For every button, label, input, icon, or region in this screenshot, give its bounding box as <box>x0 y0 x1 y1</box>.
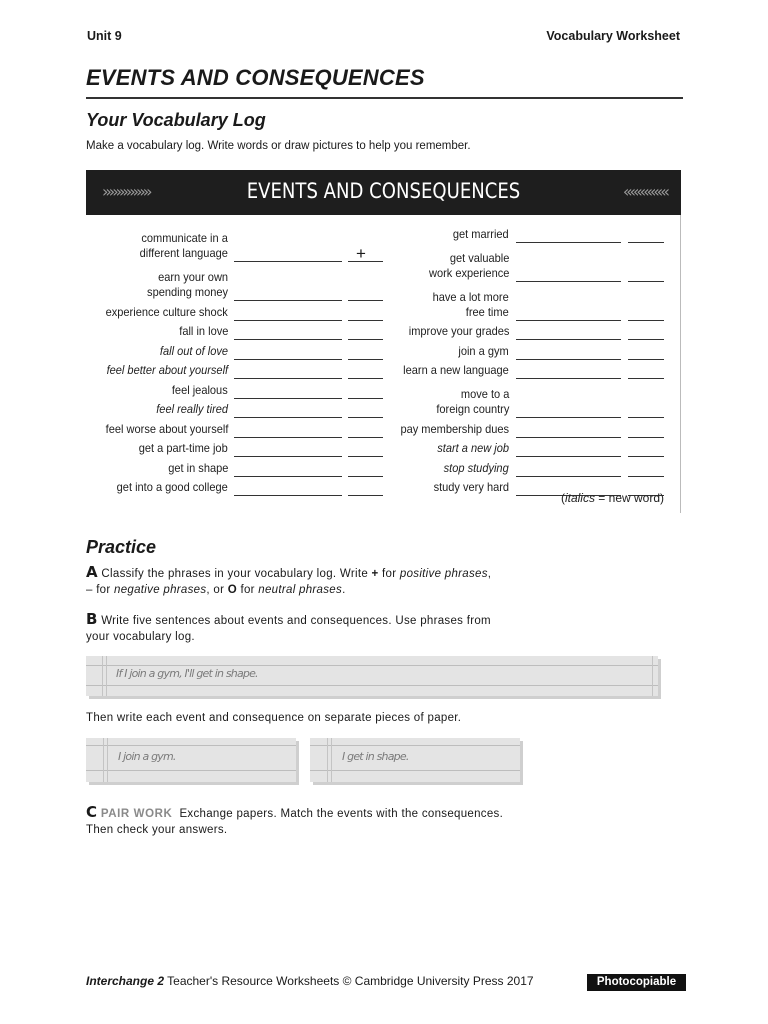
notes-blank[interactable] <box>234 261 342 262</box>
footer-credit: Interchange 2 Teacher's Resource Worksheets © Cambridge University Press 2017 <box>86 974 534 988</box>
log-phrase: fall out of love <box>159 343 228 358</box>
separate-papers-instruction: Then write each event and consequence on separate pieces of paper. <box>86 712 462 724</box>
consequence-card <box>310 738 520 782</box>
worksheet-type: Vocabulary Worksheet <box>546 29 680 43</box>
log-phrase: feel jealous <box>172 382 228 397</box>
notes-blank[interactable] <box>516 320 621 321</box>
rating-blank[interactable] <box>348 320 383 321</box>
unit-label: Unit 9 <box>87 29 122 43</box>
log-phrase: experience culture shock <box>105 304 228 319</box>
photocopiable-badge: Photocopiable <box>587 974 686 991</box>
rating-blank[interactable] <box>628 320 664 321</box>
notes-blank[interactable] <box>234 495 342 496</box>
notes-blank[interactable] <box>234 359 342 360</box>
example-sentence: If I join a gym, I'll get in shape. <box>116 667 258 680</box>
log-phrase: get valuable work experience <box>428 250 509 280</box>
notes-blank[interactable] <box>516 437 621 438</box>
rating-blank[interactable] <box>628 242 664 243</box>
log-row <box>86 420 383 440</box>
rating-blank[interactable] <box>348 437 383 438</box>
section-title: Your Vocabulary Log <box>86 110 266 130</box>
log-phrase: earn your own spending money <box>146 270 228 299</box>
notes-blank[interactable] <box>234 437 342 438</box>
vocabulary-log <box>86 170 681 513</box>
log-phrase: feel better about yourself <box>106 363 228 377</box>
log-row <box>386 323 681 343</box>
log-row <box>86 440 383 460</box>
notes-blank[interactable] <box>516 476 621 477</box>
log-phrase: study very hard <box>433 480 509 494</box>
exercise-a-letter: A <box>86 563 98 581</box>
log-row <box>86 225 383 264</box>
example-sentence-paper <box>86 656 658 696</box>
log-row <box>86 479 383 499</box>
rating-blank[interactable] <box>628 417 664 418</box>
log-row <box>86 264 383 303</box>
log-phrase: feel really tired <box>156 402 228 416</box>
log-row <box>386 245 681 284</box>
notes-blank[interactable] <box>234 320 342 321</box>
log-row <box>86 303 383 323</box>
notes-blank[interactable] <box>516 242 621 243</box>
log-phrase: get into a good college <box>116 480 228 494</box>
log-row <box>386 420 681 440</box>
log-column-left <box>86 225 383 498</box>
log-phrase: get married <box>453 226 509 241</box>
chevron-left-icon: ‹‹‹‹‹‹‹‹‹‹‹‹‹ <box>622 182 667 201</box>
exercise-c: C PAIR WORK Exchange papers. Match the events with the consequences. Then check your answers. <box>86 803 504 836</box>
notes-blank[interactable] <box>234 378 342 379</box>
log-phrase: feel worse about yourself <box>105 421 228 436</box>
rating-blank[interactable] <box>628 378 664 379</box>
rating-blank[interactable] <box>348 456 383 457</box>
log-phrase: get in shape <box>167 460 228 475</box>
rating-blank[interactable] <box>628 281 664 282</box>
exercise-c-letter: C <box>86 803 98 821</box>
log-row <box>86 401 383 421</box>
notes-blank[interactable] <box>234 476 342 477</box>
rating-blank[interactable] <box>628 339 664 340</box>
italics-legend: (italics = new word) <box>560 491 664 505</box>
log-phrase: pay membership dues <box>400 421 509 436</box>
notes-blank[interactable] <box>516 378 621 379</box>
notes-blank[interactable] <box>516 359 621 360</box>
notes-blank[interactable] <box>516 281 621 282</box>
exercise-b: B Write five sentences about events and consequences. Use phrases from your vocabulary log. <box>86 610 491 643</box>
log-phrase: fall in love <box>178 324 228 338</box>
rating-blank[interactable] <box>348 300 383 301</box>
title-divider <box>86 97 683 99</box>
rating-blank[interactable] <box>628 437 664 438</box>
consequence-card-text: I get in shape. <box>342 750 409 763</box>
rating-blank[interactable] <box>628 476 664 477</box>
log-phrase: improve your grades <box>408 324 509 338</box>
notes-blank[interactable] <box>234 417 342 418</box>
log-row <box>86 323 383 343</box>
rating-blank[interactable] <box>628 359 664 360</box>
rating-blank[interactable] <box>348 476 383 477</box>
log-row <box>386 284 681 323</box>
log-row <box>386 362 681 382</box>
notes-blank[interactable] <box>234 456 342 457</box>
rating-blank[interactable] <box>348 378 383 379</box>
log-phrase: communicate in a different language <box>139 231 228 260</box>
exercise-b-letter: B <box>86 610 98 628</box>
log-row <box>386 381 681 420</box>
plus-mark: + <box>356 244 366 263</box>
event-card <box>86 738 296 782</box>
log-row <box>86 362 383 382</box>
exercise-a: A Classify the phrases in your vocabulary log. Write + for positive phrases, – for negative phrases, or O for neutral phrases. <box>86 563 492 596</box>
page-title: EVENTS AND CONSEQUENCES <box>86 65 425 90</box>
log-row <box>386 459 681 479</box>
pair-work-label: PAIR WORK <box>100 808 173 820</box>
event-card-text: I join a gym. <box>118 750 176 763</box>
notes-blank[interactable] <box>234 398 342 399</box>
log-row <box>386 342 681 362</box>
notes-blank[interactable] <box>234 300 342 301</box>
log-phrase: learn a new language <box>403 363 509 377</box>
log-instruction: Make a vocabulary log. Write words or draw pictures to help you remember. <box>86 140 471 152</box>
log-phrase: join a gym <box>458 343 509 358</box>
log-phrase: have a lot more free time <box>432 289 509 319</box>
log-phrase: get a part-time job <box>139 441 228 455</box>
log-row <box>86 459 383 479</box>
log-row <box>386 225 681 245</box>
log-phrase: move to a foreign country <box>435 387 509 416</box>
rating-blank[interactable] <box>348 417 383 418</box>
notes-blank[interactable] <box>234 339 342 340</box>
notes-blank[interactable] <box>516 339 621 340</box>
rating-blank[interactable] <box>348 398 383 399</box>
rating-blank[interactable] <box>628 456 664 457</box>
log-phrase: start a new job <box>437 441 509 455</box>
log-row <box>86 342 383 362</box>
rating-blank[interactable] <box>348 339 383 340</box>
rating-blank[interactable] <box>348 495 383 496</box>
rating-blank[interactable] <box>348 359 383 360</box>
book-title: Interchange 2 <box>86 974 165 988</box>
log-banner <box>86 170 681 215</box>
log-banner-title: EVENTS AND CONSEQUENCES <box>246 179 521 203</box>
log-phrase: stop studying <box>443 460 509 475</box>
notes-blank[interactable] <box>516 417 621 418</box>
notes-blank[interactable] <box>516 456 621 457</box>
log-row <box>386 440 681 460</box>
chevron-right-icon: ›››››››››››››› <box>102 182 150 201</box>
practice-title: Practice <box>86 537 157 557</box>
log-column-right <box>386 225 681 498</box>
log-row <box>86 381 383 401</box>
